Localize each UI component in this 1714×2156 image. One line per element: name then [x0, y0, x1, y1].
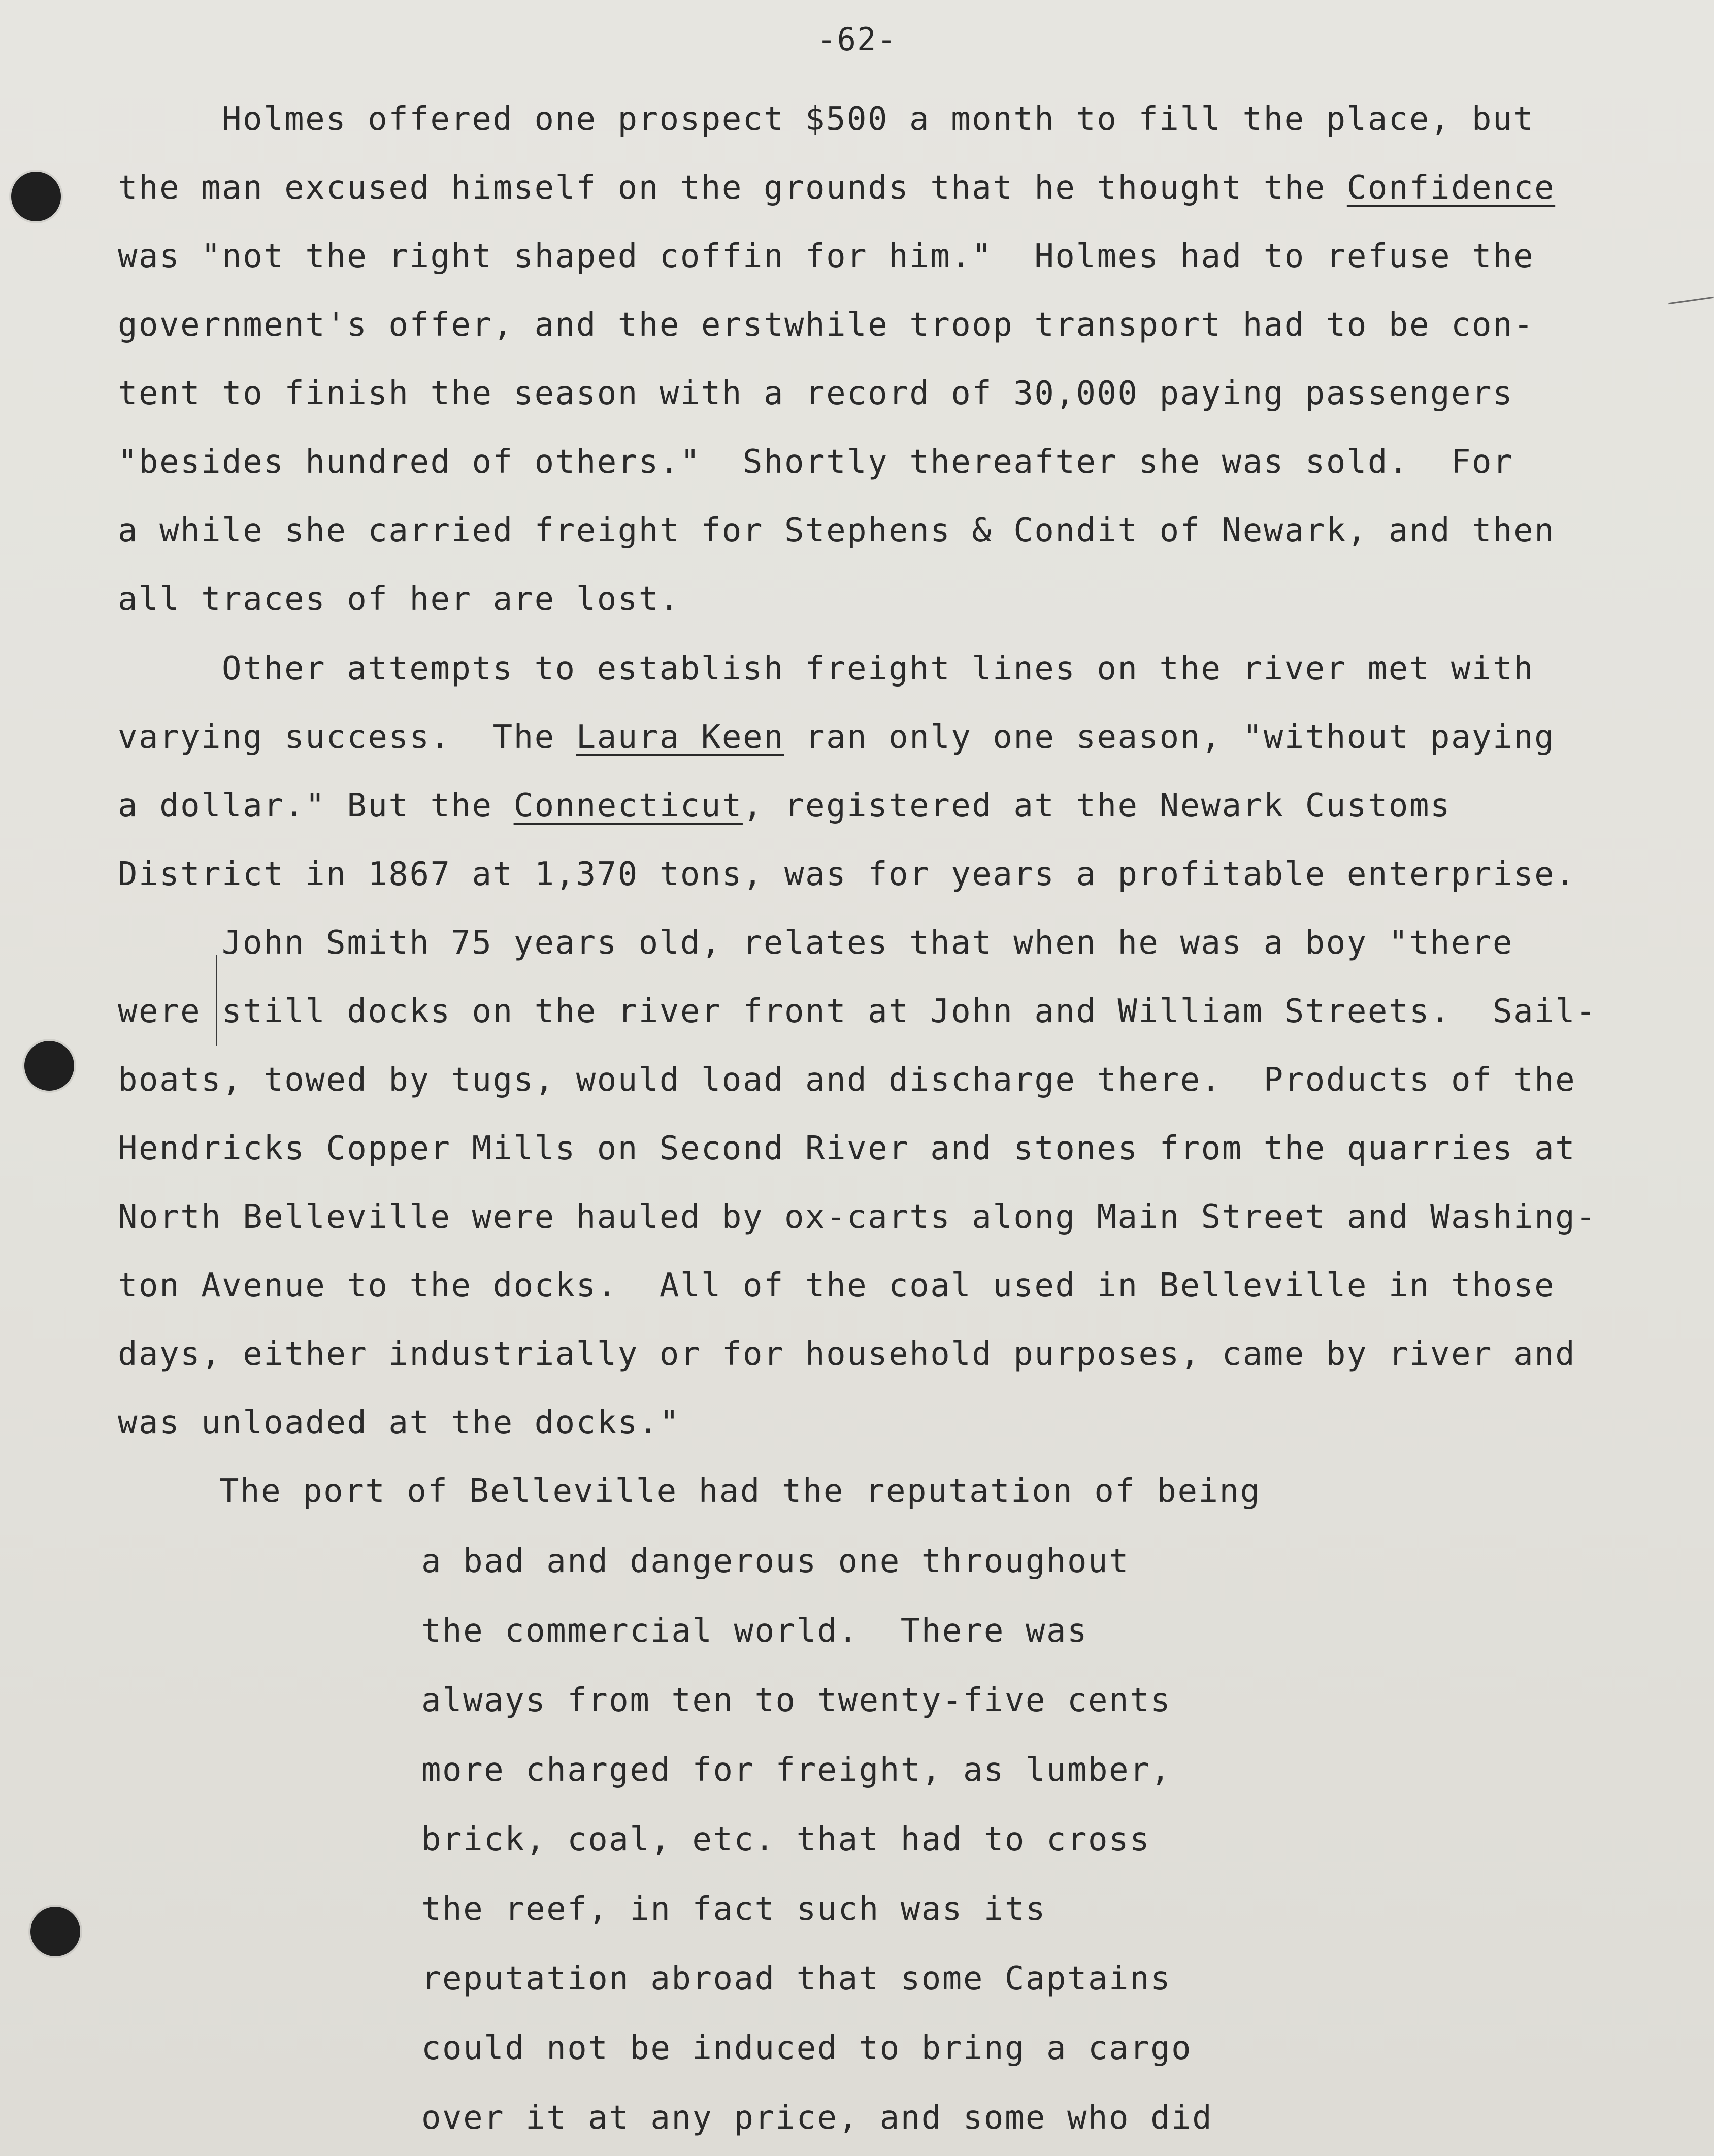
- text-line: North Belleville were hauled by ox-carts along Main Street and Washing-: [118, 1198, 1597, 1236]
- text-line: were still docks on the river front at John and William Streets. Sail-: [118, 993, 1597, 1030]
- text-line: Other attempts to establish freight lines on the river met with: [222, 650, 1534, 688]
- punch-hole-middle: [24, 1041, 74, 1091]
- text-line: [118, 717, 1555, 758]
- punch-hole-top: [11, 172, 61, 221]
- quote-line: more charged for freight, as lumber,: [421, 1751, 1172, 1789]
- text-line: The port of Belleville had the reputation of being: [219, 1473, 1261, 1510]
- page-number: -62-: [817, 21, 897, 58]
- text-segment: ran only one season, "without paying: [784, 718, 1556, 756]
- ship-name: Confidence: [1346, 169, 1556, 207]
- ship-name: Connecticut: [513, 787, 743, 825]
- quote-line: over it at any price, and some who did: [421, 2099, 1213, 2137]
- quote-line: could not be induced to bring a cargo: [421, 2030, 1193, 2067]
- edge-mark: [1668, 297, 1714, 304]
- text-segment: the man excused himself on the grounds that he thought the: [118, 169, 1347, 207]
- text-line: [118, 786, 1451, 826]
- quote-line: the commercial world. There was: [421, 1612, 1088, 1650]
- text-line: Hendricks Copper Mills on Second River and stones from the quarries at: [118, 1130, 1576, 1167]
- text-segment: a dollar." But the: [118, 787, 514, 825]
- text-line: tent to finish the season with a record of 30,000 paying passengers: [118, 375, 1514, 412]
- text-segment: varying success. The: [118, 718, 576, 756]
- text-line: days, either industrially or for household purposes, came by river and: [118, 1335, 1576, 1373]
- text-line: Holmes offered one prospect $500 a month to fill the place, but: [222, 101, 1534, 138]
- quote-line: the reef, in fact such was its: [421, 1890, 1046, 1928]
- text-line: District in 1867 at 1,370 tons, was for years a profitable enterprise.: [118, 856, 1576, 893]
- quote-line: brick, coal, etc. that had to cross: [421, 1821, 1151, 1858]
- quote-line: reputation abroad that some Captains: [421, 1960, 1172, 1998]
- quote-line: always from ten to twenty-five cents: [421, 1682, 1172, 1719]
- text-line: a while she carried freight for Stephens & Condit of Newark, and then: [118, 512, 1556, 549]
- punch-hole-bottom: [30, 1907, 80, 1956]
- ship-name: Laura Keen: [576, 718, 784, 756]
- text-line: ton Avenue to the docks. All of the coal used in Belleville in those: [118, 1267, 1556, 1304]
- text-line: was unloaded at the docks.": [118, 1404, 680, 1442]
- text-line: "besides hundred of others." Shortly thereafter she was sold. For: [118, 443, 1514, 481]
- text-line: John Smith 75 years old, relates that when he was a boy "there: [222, 924, 1513, 962]
- text-line: was "not the right shaped coffin for him." Holmes had to refuse the: [118, 238, 1535, 275]
- quote-line: a bad and dangerous one throughout: [421, 1543, 1130, 1580]
- text-line: boats, towed by tugs, would load and discharge there. Products of the: [118, 1061, 1576, 1099]
- text-segment: , registered at the Newark Customs: [742, 787, 1451, 825]
- text-line: [118, 168, 1555, 208]
- text-line: government's offer, and the erstwhile troop transport had to be con-: [118, 306, 1535, 344]
- text-line: all traces of her are lost.: [118, 580, 680, 618]
